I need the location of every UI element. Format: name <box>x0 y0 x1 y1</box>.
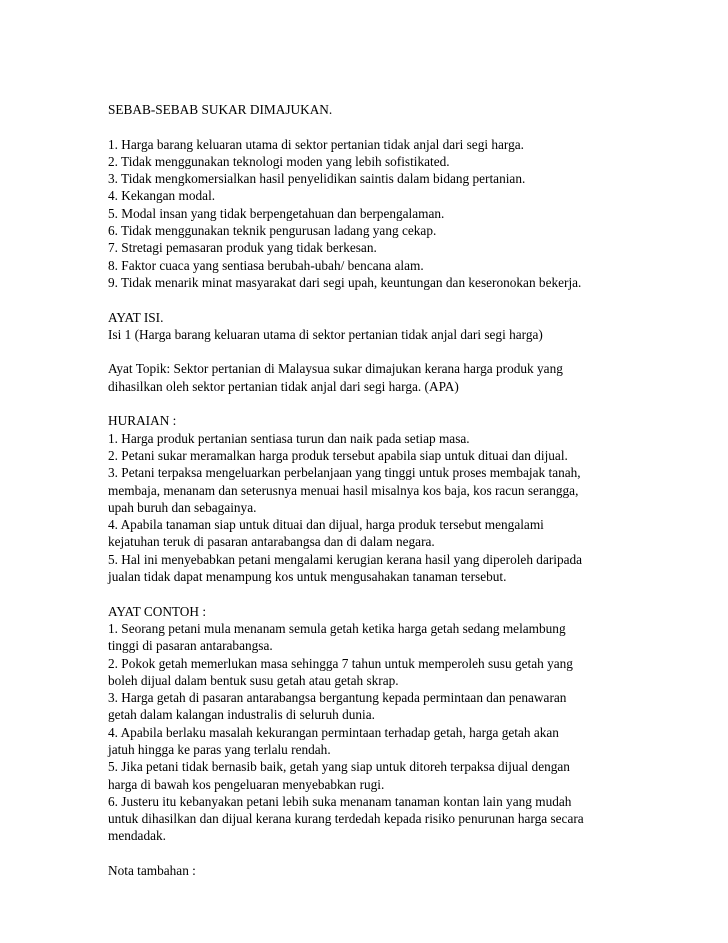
ayat-contoh-line: untuk dihasilkan dan dijual kerana kurang terdedah kepada risiko penurunan harga secara <box>108 811 584 827</box>
ayat-topik-section <box>108 360 628 395</box>
huraian-line: 1. Harga produk pertanian sentiasa turun dan naik pada setiap masa. <box>108 430 470 446</box>
ayat-isi-section <box>108 309 628 344</box>
ayat-contoh-line: mendadak. <box>108 828 166 844</box>
ayat-contoh-line: getah dalam kalangan industralis di seluruh dunia. <box>108 707 375 723</box>
list-item: 1. Harga barang keluaran utama di sektor pertanian tidak anjal dari segi harga. <box>108 136 524 152</box>
huraian-line: membaja, menanam dan seterusnya menuai hasil misalnya kos baja, kos racun serangga, <box>108 482 579 498</box>
huraian-section <box>108 412 628 585</box>
causes-list <box>108 136 628 292</box>
nota-tambahan-section <box>108 862 628 879</box>
huraian-line: jualan tidak dapat menampung kos untuk mengusahakan tanaman tersebut. <box>108 569 507 585</box>
list-item: 6. Tidak menggunakan teknik pengurusan ladang yang cekap. <box>108 223 437 239</box>
huraian-line: 4. Apabila tanaman siap untuk dituai dan dijual, harga produk tersebut mengalami <box>108 517 544 533</box>
list-item: 4. Kekangan modal. <box>108 188 216 204</box>
huraian-line: 3. Petani terpaksa mengeluarkan perbelanjaan yang tinggi untuk proses membajak tanah, <box>108 465 581 481</box>
list-item: 5. Modal insan yang tidak berpengetahuan dan berpengalaman. <box>108 205 445 221</box>
ayat-topik-line: Ayat Topik: Sektor pertanian di Malaysua sukar dimajukan kerana harga produk yang <box>108 361 563 377</box>
huraian-line: 2. Petani sukar meramalkan harga produk tersebut apabila siap untuk dituai dan dijual. <box>108 447 568 463</box>
ayat-contoh-line: jatuh hingga ke paras yang terlalu rendah. <box>108 741 331 757</box>
huraian-line: upah buruh dan sebagainya. <box>108 499 257 515</box>
ayat-contoh-section <box>108 603 628 845</box>
ayat-contoh-line: boleh dijual dalam bentuk susu getah atau getah skrap. <box>108 672 399 688</box>
list-item: 2. Tidak menggunakan teknologi moden yang lebih sofistikated. <box>108 153 450 169</box>
list-item: 9. Tidak menarik minat masyarakat dari segi upah, keuntungan dan keseronokan bekerja. <box>108 274 582 290</box>
list-item: 8. Faktor cuaca yang sentiasa berubah-ubah/ bencana alam. <box>108 257 424 273</box>
ayat-contoh-line: 3. Harga getah di pasaran antarabangsa bergantung kepada permintaan dan penawaran <box>108 690 567 706</box>
document-title-block <box>108 101 628 118</box>
ayat-contoh-line: tinggi di pasaran antarabangsa. <box>108 638 273 654</box>
list-item: 3. Tidak mengkomersialkan hasil penyelidikan saintis dalam bidang pertanian. <box>108 171 526 187</box>
list-item: 7. Stretagi pemasaran produk yang tidak berkesan. <box>108 240 377 256</box>
ayat-contoh-line: 6. Justeru itu kebanyakan petani lebih suka menanam tanaman kontan lain yang mudah <box>108 793 572 809</box>
ayat-topik-line: dihasilkan oleh sektor pertanian tidak anjal dari segi harga. (APA) <box>108 378 459 394</box>
document-page <box>108 101 628 879</box>
ayat-contoh-line: 1. Seorang petani mula menanam semula getah ketika harga getah sedang melambung <box>108 620 566 636</box>
nota-tambahan-heading: Nota tambahan : <box>108 863 196 879</box>
ayat-contoh-heading: AYAT CONTOH : <box>108 603 207 619</box>
ayat-contoh-line: harga di bawah kos pengeluaran menyebabkan rugi. <box>108 776 385 792</box>
ayat-isi-heading: AYAT ISI. <box>108 309 164 325</box>
ayat-contoh-line: 5. Jika petani tidak bernasib baik, getah yang siap untuk ditoreh terpaksa dijual dengan <box>108 759 570 775</box>
huraian-line: kejatuhan teruk di pasaran antarabangsa dan di dalam negara. <box>108 534 435 550</box>
ayat-isi-text: Isi 1 (Harga barang keluaran utama di sektor pertanian tidak anjal dari segi harga) <box>108 326 543 342</box>
document-title: SEBAB-SEBAB SUKAR DIMAJUKAN. <box>108 102 333 117</box>
ayat-contoh-line: 2. Pokok getah memerlukan masa sehingga 7 tahun untuk memperoleh susu getah yang <box>108 655 573 671</box>
huraian-line: 5. Hal ini menyebabkan petani mengalami kerugian kerana hasil yang diperoleh daripada <box>108 551 583 567</box>
ayat-contoh-line: 4. Apabila berlaku masalah kekurangan permintaan terhadap getah, harga getah akan <box>108 724 559 740</box>
huraian-heading: HURAIAN : <box>108 413 177 429</box>
